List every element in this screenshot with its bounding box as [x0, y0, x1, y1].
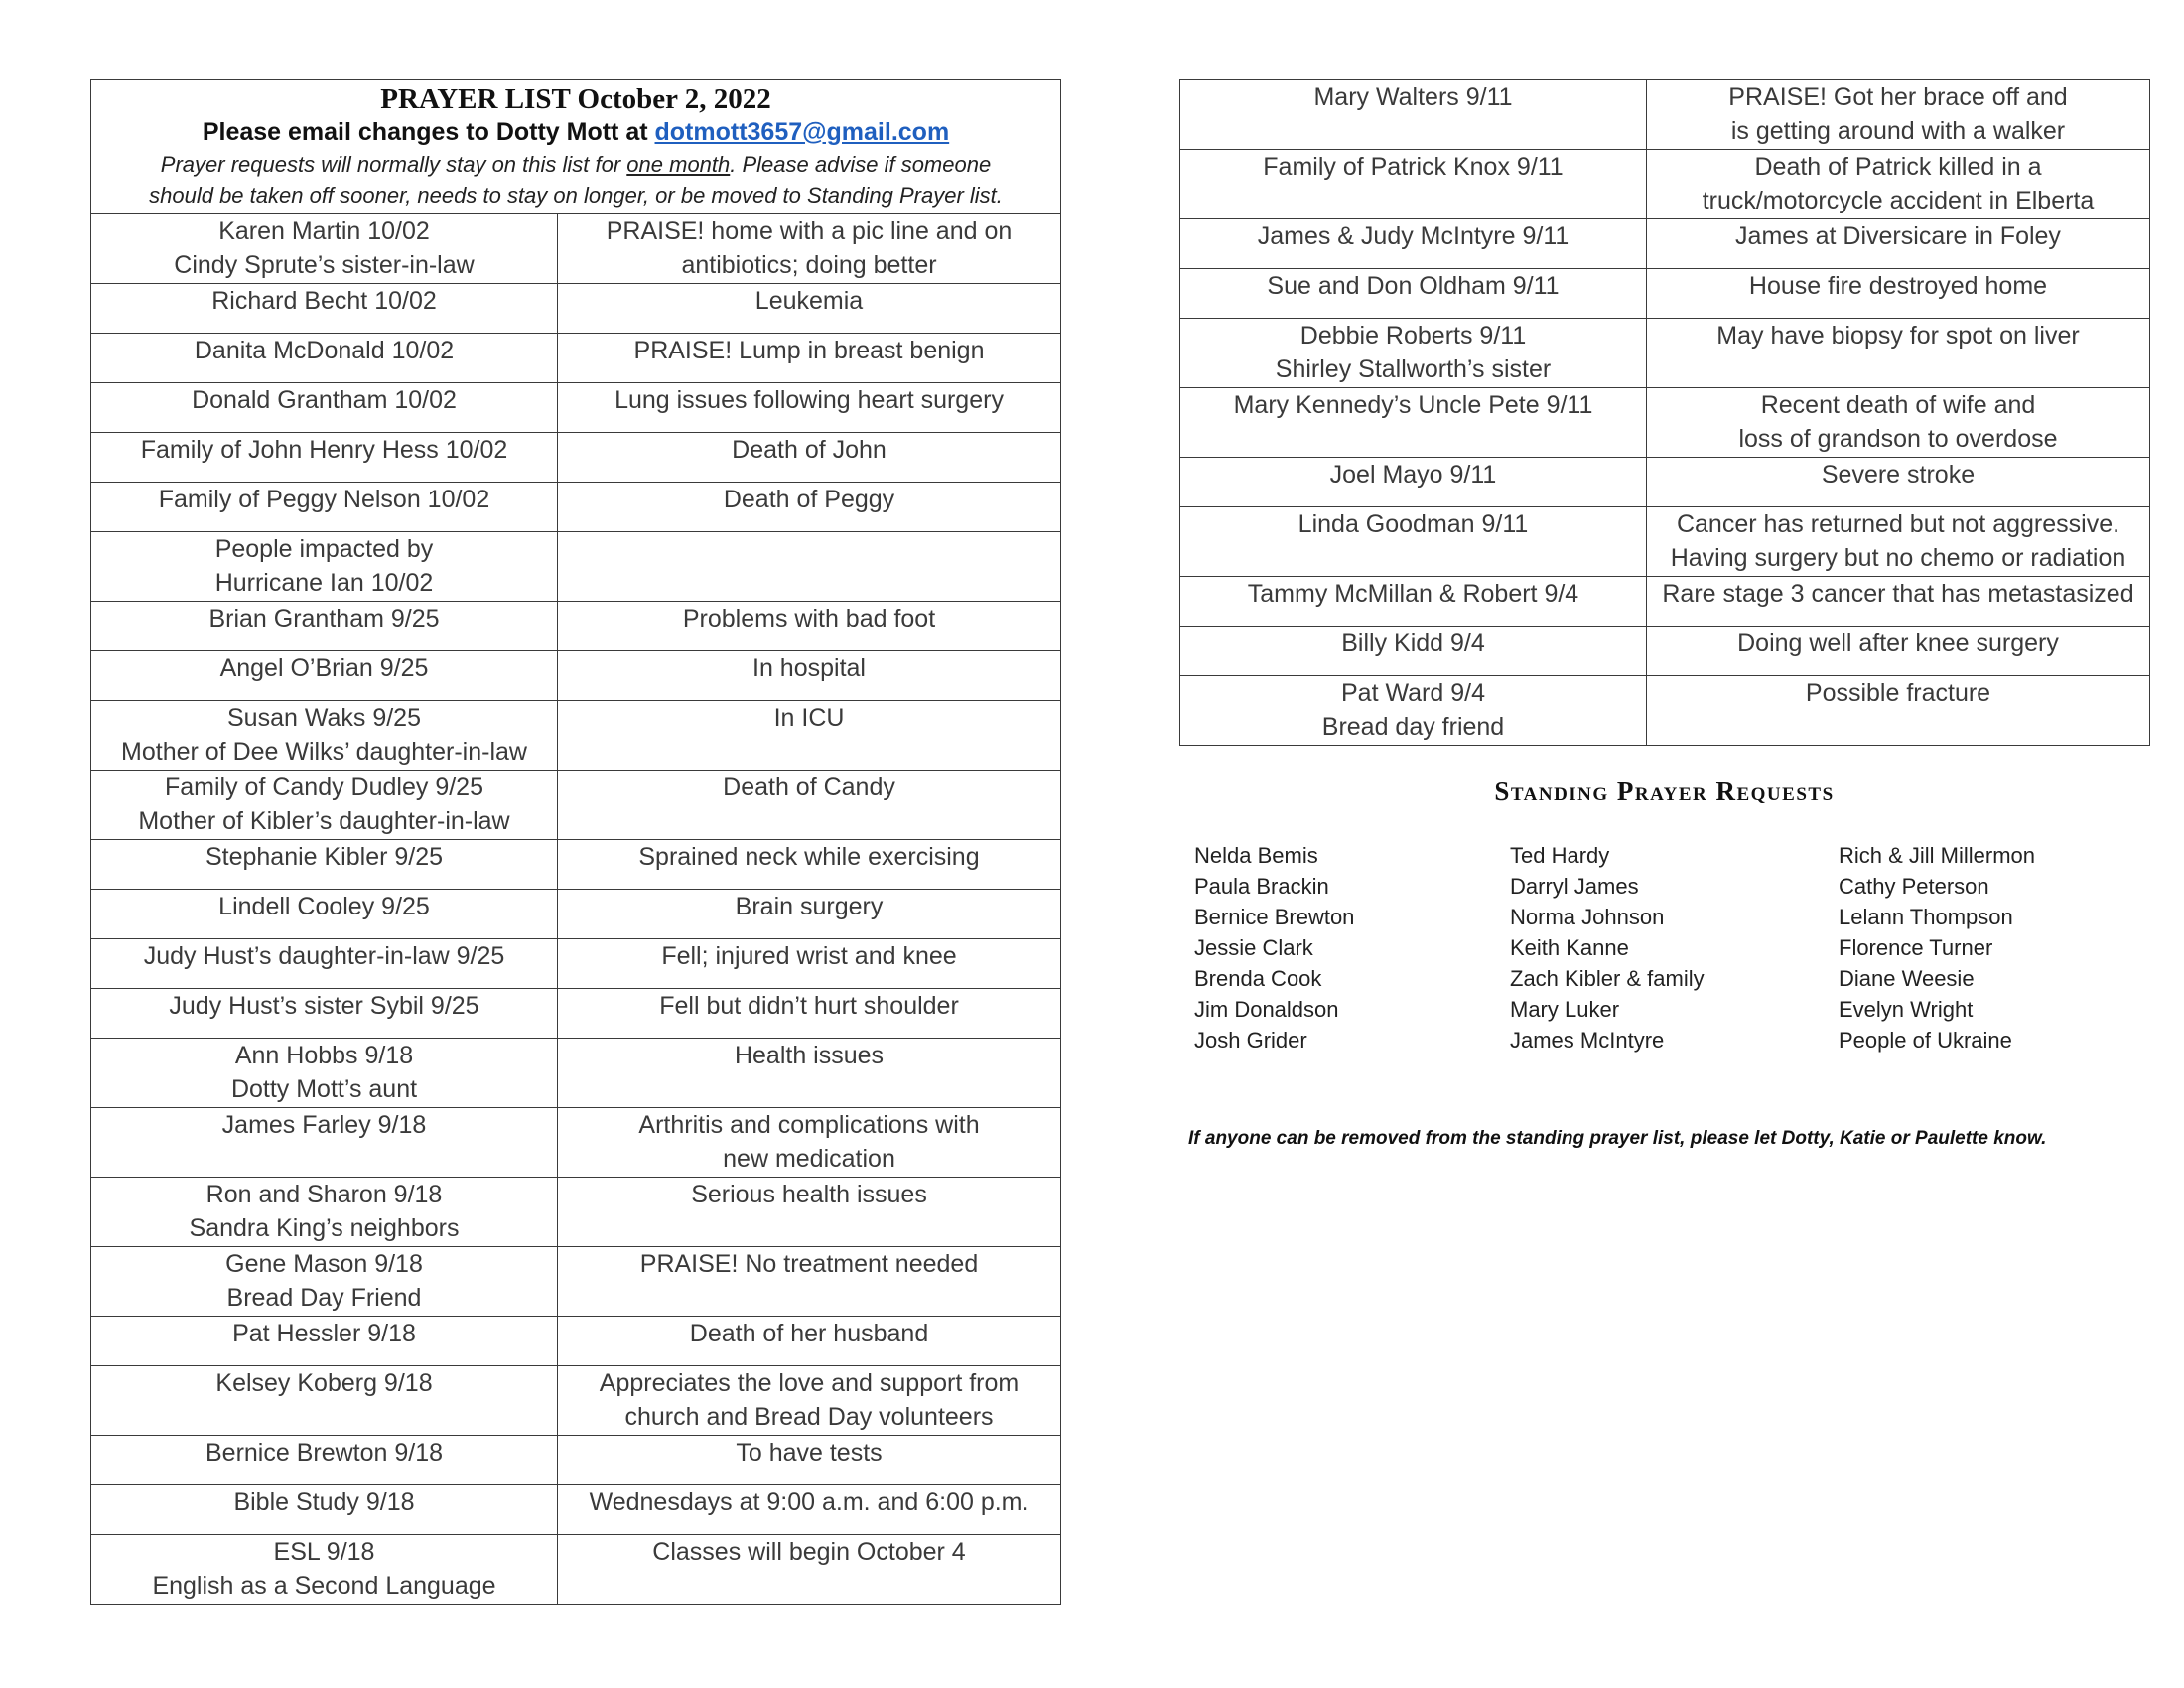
prayer-name-line: Joel Mayo 9/11	[1329, 461, 1497, 489]
prayer-name-line: Family of John Henry Hess 10/02	[140, 436, 508, 464]
standing-list-item: Evelyn Wright	[1839, 997, 1974, 1022]
policy-note	[95, 149, 1056, 180]
prayer-row	[91, 701, 1061, 771]
email-instruction-text: Please email changes to Dotty Mott at	[202, 118, 655, 146]
prayer-request-cell	[1647, 388, 2150, 458]
prayer-name-line: Judy Hust’s sister Sybil 9/25	[169, 992, 479, 1020]
prayer-request-cell	[558, 701, 1061, 771]
prayer-request-line: Death of John	[732, 436, 887, 464]
prayer-request-line: new medication	[723, 1145, 895, 1173]
prayer-name-line: Family of Candy Dudley 9/25	[165, 774, 483, 801]
standing-list-item: People of Ukraine	[1839, 1028, 2012, 1053]
prayer-name-line: Angel O’Brian 9/25	[219, 654, 429, 682]
prayer-name-cell	[91, 771, 558, 840]
policy-note-part2: . Please advise if someone	[730, 152, 992, 177]
prayer-list-table-right	[1179, 79, 2150, 746]
prayer-request-line: Death of her husband	[689, 1320, 929, 1347]
prayer-row	[1180, 676, 2150, 746]
prayer-name-cell	[91, 334, 558, 383]
prayer-name-cell	[1180, 507, 1647, 577]
prayer-row	[91, 1366, 1061, 1436]
standing-list-item: Rich & Jill Millermon	[1839, 843, 2036, 868]
page-title: PRAYER LIST October 2, 2022	[380, 83, 771, 115]
prayer-request-cell	[1647, 507, 2150, 577]
prayer-name-cell	[91, 1485, 558, 1535]
prayer-name-line: Pat Ward 9/4	[1341, 679, 1485, 707]
prayer-row	[1180, 150, 2150, 219]
standing-list-item: Nelda Bemis	[1194, 843, 1318, 868]
prayer-row	[91, 602, 1061, 651]
standing-list-item: Paula Brackin	[1194, 874, 1329, 899]
prayer-name-cell	[91, 1108, 558, 1178]
prayer-name-cell	[1180, 388, 1647, 458]
prayer-row	[91, 483, 1061, 532]
prayer-row	[1180, 458, 2150, 507]
email-instruction	[95, 116, 1056, 149]
prayer-request-line: PRAISE! home with a pic line and on	[606, 217, 1013, 245]
prayer-name-line: Pat Hessler 9/18	[232, 1320, 416, 1347]
prayer-name-cell	[91, 383, 558, 433]
prayer-request-line: To have tests	[736, 1439, 883, 1467]
standing-list-item: James McIntyre	[1510, 1028, 1665, 1053]
prayer-name-cell	[91, 284, 558, 334]
standing-list-item: Norma Johnson	[1510, 905, 1665, 929]
prayer-request-cell	[558, 1485, 1061, 1535]
prayer-name-line: Brian Grantham 9/25	[208, 605, 440, 633]
standing-list-item: Florence Turner	[1839, 935, 1993, 960]
standing-list-item: Jim Donaldson	[1194, 997, 1339, 1022]
prayer-request-cell	[558, 1317, 1061, 1366]
prayer-request-line: In hospital	[752, 654, 866, 682]
prayer-request-cell	[558, 1178, 1061, 1247]
standing-list-item: Lelann Thompson	[1839, 905, 2013, 929]
prayer-request-line: PRAISE! Got her brace off and	[1728, 83, 2068, 111]
prayer-name-line: Gene Mason 9/18	[225, 1250, 423, 1278]
prayer-name-line: ESL 9/18	[273, 1538, 375, 1566]
prayer-request-line: Leukemia	[754, 287, 864, 315]
prayer-name-cell	[91, 1366, 558, 1436]
prayer-request-cell	[1647, 627, 2150, 676]
email-link[interactable]: dotmott3657@gmail.com	[654, 118, 950, 146]
prayer-name-line: Kelsey Koberg 9/18	[215, 1369, 433, 1397]
prayer-name-cell	[1180, 627, 1647, 676]
prayer-name-cell	[91, 1535, 558, 1605]
standing-list-column-2	[1510, 840, 1705, 1055]
prayer-name-line: Mother of Dee Wilks’ daughter-in-law	[121, 738, 527, 766]
prayer-name-line: Family of Peggy Nelson 10/02	[158, 486, 490, 513]
prayer-row	[91, 334, 1061, 383]
prayer-request-line: Fell but didn’t hurt shoulder	[659, 992, 959, 1020]
prayer-request-cell	[558, 1039, 1061, 1108]
prayer-request-cell	[558, 1108, 1061, 1178]
prayer-name-line: Bread day friend	[1321, 713, 1505, 741]
prayer-name-line: Mary Walters 9/11	[1313, 83, 1513, 111]
prayer-name-line: Shirley Stallworth’s sister	[1275, 355, 1552, 383]
standing-list-item: Ted Hardy	[1510, 843, 1610, 868]
prayer-name-line: Sandra King’s neighbors	[189, 1214, 460, 1242]
prayer-request-cell	[558, 602, 1061, 651]
prayer-name-line: Judy Hust’s daughter-in-law 9/25	[143, 942, 505, 970]
prayer-name-cell	[91, 1039, 558, 1108]
prayer-request-line: Severe stroke	[1821, 461, 1976, 489]
prayer-name-cell	[91, 1317, 558, 1366]
prayer-name-line: Tammy McMillan & Robert 9/4	[1247, 580, 1579, 608]
prayer-request-line: Arthritis and complications with	[638, 1111, 980, 1139]
prayer-row	[91, 1535, 1061, 1605]
prayer-request-cell	[558, 483, 1061, 532]
prayer-name-line: Family of Patrick Knox 9/11	[1263, 153, 1564, 181]
prayer-name-cell	[91, 1247, 558, 1317]
standing-list-item: Zach Kibler & family	[1510, 966, 1705, 991]
standing-list-item: Darryl James	[1510, 874, 1639, 899]
standing-list-item: Jessie Clark	[1194, 935, 1313, 960]
prayer-name-line: Karen Martin 10/02	[218, 217, 430, 245]
prayer-request-line: PRAISE! No treatment needed	[639, 1250, 979, 1278]
prayer-row	[91, 1485, 1061, 1535]
standing-list-item: Cathy Peterson	[1839, 874, 1989, 899]
prayer-row	[91, 939, 1061, 989]
prayer-request-line: truck/motorcycle accident in Elberta	[1702, 187, 2095, 214]
standing-list-column-1	[1194, 840, 1354, 1055]
prayer-name-cell	[91, 1436, 558, 1485]
prayer-name-cell	[91, 433, 558, 483]
prayer-request-cell	[1647, 458, 2150, 507]
prayer-request-cell	[558, 1366, 1061, 1436]
prayer-row	[91, 1108, 1061, 1178]
prayer-request-line: Lung issues following heart surgery	[614, 386, 1004, 414]
prayer-name-cell	[91, 1178, 558, 1247]
prayer-request-line: Rare stage 3 cancer that has metastasized	[1662, 580, 2134, 608]
prayer-row	[91, 651, 1061, 701]
policy-note-emphasis: one month	[626, 152, 731, 177]
prayer-request-line: Wednesdays at 9:00 a.m. and 6:00 p.m.	[589, 1488, 1029, 1516]
prayer-request-cell	[1647, 577, 2150, 627]
prayer-name-line: Lindell Cooley 9/25	[218, 893, 430, 920]
prayer-name-line: Dotty Mott’s aunt	[230, 1075, 418, 1103]
prayer-request-line: May have biopsy for spot on liver	[1716, 322, 2080, 350]
prayer-row	[91, 771, 1061, 840]
prayer-name-cell	[1180, 150, 1647, 219]
prayer-request-cell	[1647, 676, 2150, 746]
standing-list-item: Keith Kanne	[1510, 935, 1629, 960]
prayer-request-cell	[558, 1247, 1061, 1317]
prayer-request-line: Possible fracture	[1805, 679, 1991, 707]
prayer-name-line: Sue and Don Oldham 9/11	[1267, 272, 1560, 300]
prayer-row	[91, 890, 1061, 939]
policy-note-part1: Prayer requests will normally stay on this list for	[160, 152, 627, 177]
prayer-request-line: antibiotics; doing better	[681, 251, 937, 279]
prayer-name-cell	[91, 890, 558, 939]
prayer-request-line: Fell; injured wrist and knee	[661, 942, 957, 970]
prayer-row	[91, 989, 1061, 1039]
prayer-name-line: Mother of Kibler’s daughter-in-law	[138, 807, 510, 835]
prayer-request-cell	[558, 840, 1061, 890]
prayer-name-cell	[91, 651, 558, 701]
prayer-row	[91, 433, 1061, 483]
prayer-request-cell	[558, 334, 1061, 383]
prayer-request-line: Cancer has returned but not aggressive.	[1676, 510, 2120, 538]
prayer-name-cell	[91, 989, 558, 1039]
prayer-request-line: Serious health issues	[691, 1181, 927, 1208]
prayer-name-line: Ron and Sharon 9/18	[205, 1181, 443, 1208]
prayer-request-cell	[558, 1436, 1061, 1485]
standing-list-column-3	[1839, 840, 2035, 1055]
prayer-row	[1180, 577, 2150, 627]
prayer-request-cell	[558, 989, 1061, 1039]
prayer-name-cell	[1180, 80, 1647, 150]
prayer-name-cell	[1180, 219, 1647, 269]
prayer-request-cell	[1647, 269, 2150, 319]
prayer-row	[91, 1247, 1061, 1317]
prayer-request-line: Recent death of wife and	[1760, 391, 2036, 419]
prayer-name-cell	[1180, 458, 1647, 507]
prayer-name-cell	[1180, 676, 1647, 746]
standing-list-item: Josh Grider	[1194, 1028, 1307, 1053]
prayer-request-line: is getting around with a walker	[1730, 117, 2066, 145]
prayer-row	[91, 284, 1061, 334]
prayer-row	[91, 1039, 1061, 1108]
prayer-request-line: Brain surgery	[735, 893, 884, 920]
standing-requests-title: Standing Prayer Requests	[1494, 776, 1835, 806]
prayer-name-line: James & Judy McIntyre 9/11	[1257, 222, 1570, 250]
prayer-name-cell	[91, 214, 558, 284]
prayer-request-line: church and Bread Day volunteers	[624, 1403, 994, 1431]
prayer-name-line: Susan Waks 9/25	[226, 704, 421, 732]
prayer-list-table-left	[90, 79, 1061, 1605]
prayer-name-line: People impacted by	[214, 535, 434, 563]
prayer-row	[1180, 269, 2150, 319]
prayer-request-line: Sprained neck while exercising	[638, 843, 980, 871]
prayer-request-line: loss of grandson to overdose	[1738, 425, 2058, 453]
prayer-row	[1180, 219, 2150, 269]
prayer-request-cell	[558, 532, 1061, 602]
prayer-row	[91, 1317, 1061, 1366]
prayer-name-line: Hurricane Ian 10/02	[214, 569, 434, 597]
standing-list-item: Bernice Brewton	[1194, 905, 1355, 929]
policy-note-line2: should be taken off sooner, needs to stay on longer, or be moved to Standing Prayer list.	[149, 183, 1003, 208]
standing-list-note: If anyone can be removed from the standing prayer list, please let Dotty, Katie or Paulette know.	[1188, 1128, 2047, 1149]
prayer-name-cell	[91, 701, 558, 771]
prayer-request-cell	[558, 433, 1061, 483]
prayer-name-line: Stephanie Kibler 9/25	[205, 843, 444, 871]
prayer-row	[91, 214, 1061, 284]
prayer-row	[91, 840, 1061, 890]
prayer-request-cell	[1647, 319, 2150, 388]
prayer-name-line: Bread Day Friend	[226, 1284, 422, 1312]
prayer-request-line: Death of Candy	[723, 774, 895, 801]
prayer-list-header	[91, 80, 1061, 214]
prayer-name-line: Donald Grantham 10/02	[192, 386, 457, 414]
prayer-name-line: Debbie Roberts 9/11	[1299, 322, 1527, 350]
prayer-name-line: Danita McDonald 10/02	[194, 337, 455, 364]
prayer-row	[91, 532, 1061, 602]
prayer-request-cell	[1647, 150, 2150, 219]
prayer-request-cell	[1647, 80, 2150, 150]
prayer-name-cell	[1180, 269, 1647, 319]
prayer-row	[91, 1178, 1061, 1247]
prayer-request-cell	[558, 651, 1061, 701]
prayer-request-cell	[558, 890, 1061, 939]
prayer-name-cell	[91, 939, 558, 989]
prayer-row	[1180, 319, 2150, 388]
prayer-row	[1180, 80, 2150, 150]
prayer-name-line: Ann Hobbs 9/18	[234, 1042, 414, 1069]
prayer-name-line: Linda Goodman 9/11	[1297, 510, 1529, 538]
prayer-name-cell	[1180, 319, 1647, 388]
prayer-request-line: In ICU	[773, 704, 845, 732]
prayer-request-line: Problems with bad foot	[682, 605, 936, 633]
prayer-request-cell	[558, 1535, 1061, 1605]
prayer-request-line: PRAISE! Lump in breast benign	[633, 337, 985, 364]
prayer-request-line: James at Diversicare in Foley	[1735, 222, 2061, 250]
prayer-request-cell	[558, 771, 1061, 840]
prayer-name-cell	[91, 483, 558, 532]
prayer-request-line: Death of Patrick killed in a	[1754, 153, 2042, 181]
prayer-name-cell	[91, 602, 558, 651]
prayer-row	[1180, 388, 2150, 458]
prayer-request-line: Health issues	[734, 1042, 885, 1069]
prayer-list-header-row	[91, 80, 1061, 214]
prayer-request-line: Appreciates the love and support from	[599, 1369, 1020, 1397]
prayer-row	[1180, 627, 2150, 676]
prayer-name-line: Billy Kidd 9/4	[1341, 630, 1485, 657]
prayer-name-cell	[91, 532, 558, 602]
prayer-name-line: James Farley 9/18	[221, 1111, 427, 1139]
prayer-request-line: House fire destroyed home	[1748, 272, 2048, 300]
prayer-row	[91, 383, 1061, 433]
prayer-row	[91, 1436, 1061, 1485]
prayer-name-line: Bible Study 9/18	[233, 1488, 415, 1516]
prayer-request-cell	[1647, 219, 2150, 269]
prayer-name-cell	[91, 840, 558, 890]
prayer-name-line: Richard Becht 10/02	[211, 287, 437, 315]
prayer-request-line: Death of Peggy	[723, 486, 895, 513]
prayer-name-line: English as a Second Language	[152, 1572, 496, 1600]
prayer-request-cell	[558, 383, 1061, 433]
standing-list-item: Mary Luker	[1510, 997, 1620, 1022]
prayer-request-cell	[558, 939, 1061, 989]
prayer-name-cell	[1180, 577, 1647, 627]
prayer-request-line: Classes will begin October 4	[652, 1538, 966, 1566]
prayer-request-line: Having surgery but no chemo or radiation	[1670, 544, 2126, 572]
prayer-row	[1180, 507, 2150, 577]
prayer-name-line: Bernice Brewton 9/18	[205, 1439, 444, 1467]
prayer-request-cell	[558, 214, 1061, 284]
standing-list-item: Brenda Cook	[1194, 966, 1322, 991]
standing-list-item: Diane Weesie	[1839, 966, 1975, 991]
prayer-name-line: Mary Kennedy’s Uncle Pete 9/11	[1233, 391, 1593, 419]
prayer-request-line: Doing well after knee surgery	[1737, 630, 2059, 657]
prayer-name-line: Cindy Sprute’s sister-in-law	[174, 251, 475, 279]
prayer-request-cell	[558, 284, 1061, 334]
